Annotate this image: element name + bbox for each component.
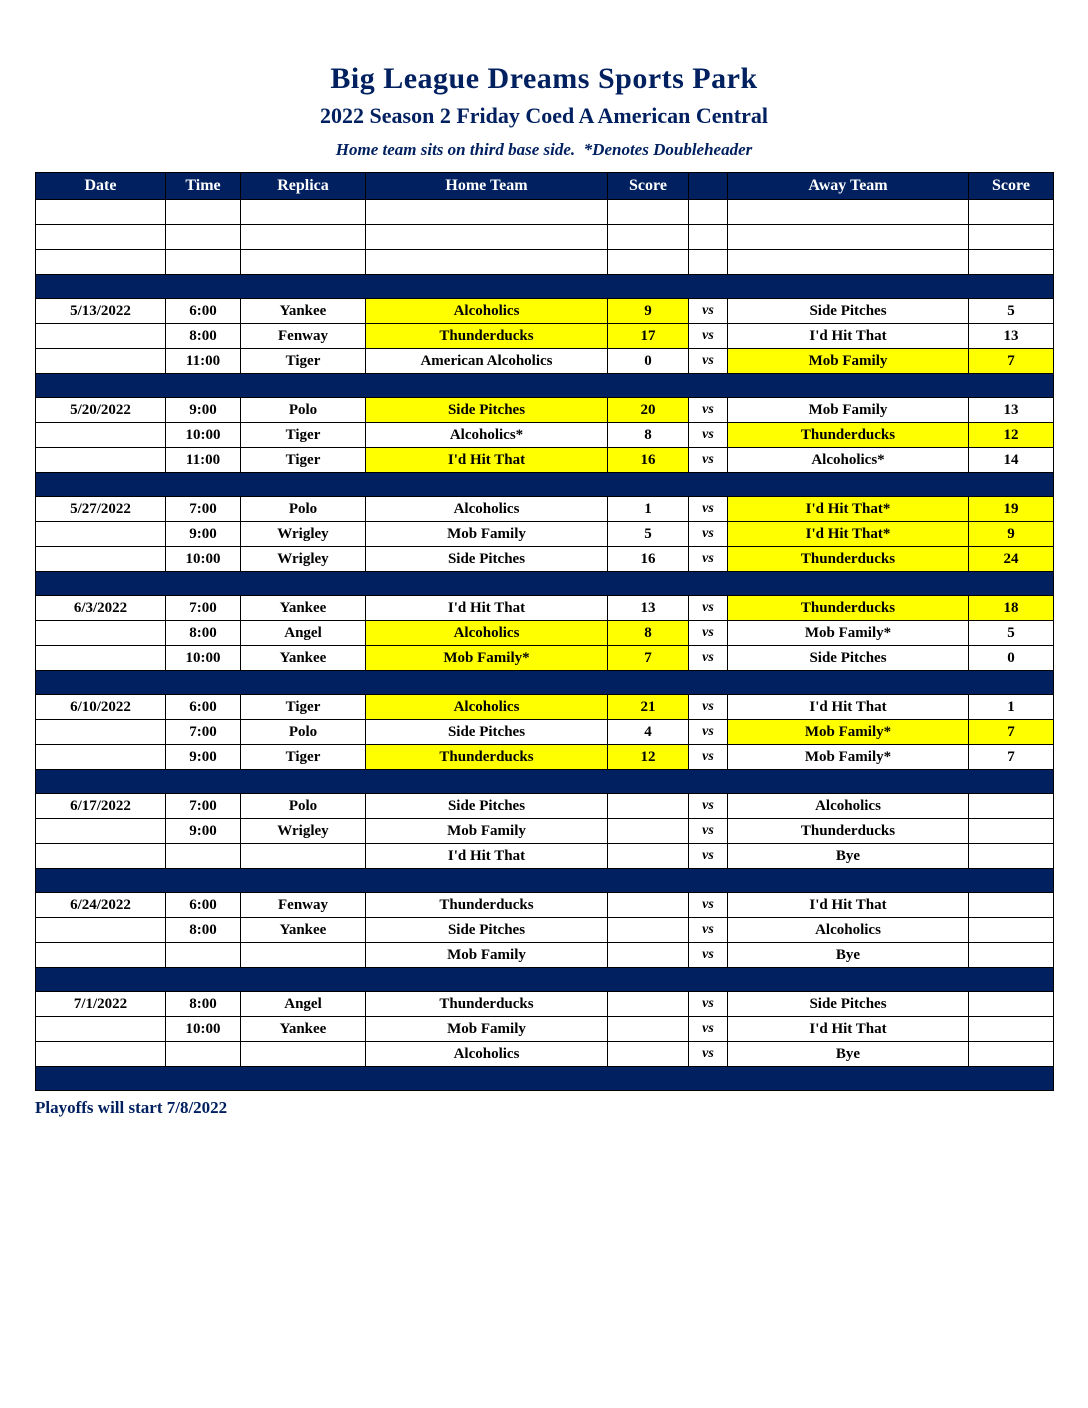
time-cell: 9:00: [166, 398, 241, 423]
away-score-cell: 7: [969, 349, 1054, 374]
time-cell: 9:00: [166, 522, 241, 547]
empty-row: [36, 200, 1054, 225]
column-header-away-score: Score: [969, 173, 1054, 200]
away-team-cell: Thunderducks: [728, 596, 969, 621]
date-cell: 5/27/2022: [36, 497, 166, 522]
away-score-cell: [969, 943, 1054, 968]
separator-row: [36, 572, 1054, 596]
home-team-cell: Thunderducks: [366, 992, 608, 1017]
home-score-cell: 9: [608, 299, 689, 324]
date-cell: [36, 943, 166, 968]
away-team-cell: I'd Hit That: [728, 324, 969, 349]
away-team-cell: Mob Family*: [728, 745, 969, 770]
home-team-cell: I'd Hit That: [366, 844, 608, 869]
vs-cell: vs: [689, 522, 728, 547]
date-cell: [36, 225, 166, 250]
time-cell: 9:00: [166, 819, 241, 844]
time-cell: 6:00: [166, 695, 241, 720]
separator-cell: [36, 1067, 1054, 1091]
date-cell: [36, 522, 166, 547]
home-team-cell: Alcoholics: [366, 497, 608, 522]
away-score-cell: 7: [969, 745, 1054, 770]
time-cell: [166, 200, 241, 225]
away-score-cell: 7: [969, 720, 1054, 745]
home-team-cell: I'd Hit That: [366, 596, 608, 621]
away-team-cell: Mob Family: [728, 349, 969, 374]
away-team-cell: Mob Family*: [728, 720, 969, 745]
away-score-cell: 12: [969, 423, 1054, 448]
date-cell: [36, 423, 166, 448]
time-cell: [166, 250, 241, 275]
home-score-cell: [608, 1042, 689, 1067]
time-cell: 7:00: [166, 720, 241, 745]
replica-cell: Tiger: [241, 695, 366, 720]
replica-cell: Wrigley: [241, 547, 366, 572]
home-team-cell: Side Pitches: [366, 918, 608, 943]
replica-cell: Angel: [241, 992, 366, 1017]
away-score-cell: 9: [969, 522, 1054, 547]
time-cell: 7:00: [166, 497, 241, 522]
vs-cell: vs: [689, 448, 728, 473]
home-score-cell: [608, 992, 689, 1017]
replica-cell: Polo: [241, 497, 366, 522]
home-team-cell: Side Pitches: [366, 794, 608, 819]
home-score-cell: 0: [608, 349, 689, 374]
vs-cell: vs: [689, 621, 728, 646]
home-score-cell: 8: [608, 423, 689, 448]
separator-row: [36, 275, 1054, 299]
home-score-cell: 16: [608, 448, 689, 473]
home-score-cell: 1: [608, 497, 689, 522]
away-team-cell: I'd Hit That: [728, 695, 969, 720]
away-team-cell: I'd Hit That*: [728, 497, 969, 522]
replica-cell: Fenway: [241, 893, 366, 918]
away-score-cell: 13: [969, 324, 1054, 349]
home-team-cell: Mob Family: [366, 522, 608, 547]
vs-cell: vs: [689, 794, 728, 819]
home-score-cell: 7: [608, 646, 689, 671]
separator-cell: [36, 968, 1054, 992]
separator-cell: [36, 374, 1054, 398]
replica-cell: [241, 250, 366, 275]
time-cell: [166, 943, 241, 968]
home-score-cell: 12: [608, 745, 689, 770]
game-row: [36, 794, 1054, 819]
game-row: [36, 522, 1054, 547]
time-cell: [166, 844, 241, 869]
away-team-cell: [728, 250, 969, 275]
game-row: [36, 819, 1054, 844]
date-cell: [36, 745, 166, 770]
home-team-cell: Side Pitches: [366, 720, 608, 745]
column-header-home-team: Home Team: [366, 173, 608, 200]
away-score-cell: 18: [969, 596, 1054, 621]
away-team-cell: Alcoholics: [728, 918, 969, 943]
vs-cell: vs: [689, 893, 728, 918]
vs-cell: [689, 250, 728, 275]
time-cell: 8:00: [166, 621, 241, 646]
away-score-cell: [969, 794, 1054, 819]
home-score-cell: 5: [608, 522, 689, 547]
separator-row: [36, 770, 1054, 794]
replica-cell: [241, 943, 366, 968]
home-team-cell: Alcoholics: [366, 621, 608, 646]
game-row: [36, 423, 1054, 448]
away-score-cell: 0: [969, 646, 1054, 671]
game-row: [36, 398, 1054, 423]
time-cell: 7:00: [166, 596, 241, 621]
vs-cell: vs: [689, 299, 728, 324]
table-header-row: [36, 173, 1054, 200]
away-team-cell: I'd Hit That: [728, 893, 969, 918]
away-team-cell: Mob Family*: [728, 621, 969, 646]
time-cell: 8:00: [166, 324, 241, 349]
separator-cell: [36, 869, 1054, 893]
home-score-cell: [608, 250, 689, 275]
time-cell: 6:00: [166, 893, 241, 918]
replica-cell: Wrigley: [241, 819, 366, 844]
time-cell: 7:00: [166, 794, 241, 819]
replica-cell: Yankee: [241, 596, 366, 621]
vs-cell: vs: [689, 398, 728, 423]
vs-cell: vs: [689, 720, 728, 745]
home-team-cell: Mob Family: [366, 819, 608, 844]
column-header-replica: Replica: [241, 173, 366, 200]
game-row: [36, 448, 1054, 473]
game-row: [36, 497, 1054, 522]
replica-cell: Angel: [241, 621, 366, 646]
time-cell: 10:00: [166, 1017, 241, 1042]
vs-cell: vs: [689, 497, 728, 522]
time-cell: 10:00: [166, 547, 241, 572]
home-score-cell: 8: [608, 621, 689, 646]
home-score-cell: [608, 893, 689, 918]
home-team-cell: Side Pitches: [366, 398, 608, 423]
away-team-cell: I'd Hit That: [728, 1017, 969, 1042]
away-score-cell: 5: [969, 299, 1054, 324]
home-team-cell: Alcoholics: [366, 1042, 608, 1067]
away-team-cell: [728, 225, 969, 250]
away-score-cell: 14: [969, 448, 1054, 473]
game-row: [36, 621, 1054, 646]
replica-cell: [241, 200, 366, 225]
home-score-cell: [608, 844, 689, 869]
date-cell: 7/1/2022: [36, 992, 166, 1017]
date-cell: [36, 448, 166, 473]
date-cell: [36, 200, 166, 225]
vs-cell: vs: [689, 745, 728, 770]
separator-row: [36, 968, 1054, 992]
time-cell: 8:00: [166, 992, 241, 1017]
separator-cell: [36, 770, 1054, 794]
schedule-table: [35, 172, 1054, 1091]
away-team-cell: Thunderducks: [728, 423, 969, 448]
vs-cell: vs: [689, 1042, 728, 1067]
home-team-cell: Mob Family: [366, 943, 608, 968]
replica-cell: [241, 844, 366, 869]
game-row: [36, 349, 1054, 374]
away-team-cell: Alcoholics*: [728, 448, 969, 473]
replica-cell: Yankee: [241, 918, 366, 943]
game-row: [36, 596, 1054, 621]
away-team-cell: Side Pitches: [728, 299, 969, 324]
game-row: [36, 893, 1054, 918]
page-subtitle: 2022 Season 2 Friday Coed A American Central: [320, 103, 768, 128]
home-score-cell: [608, 200, 689, 225]
home-team-cell: [366, 200, 608, 225]
away-score-cell: [969, 918, 1054, 943]
home-team-cell: Thunderducks: [366, 324, 608, 349]
game-row: [36, 1017, 1054, 1042]
date-cell: [36, 324, 166, 349]
home-team-cell: [366, 225, 608, 250]
vs-cell: vs: [689, 349, 728, 374]
home-score-cell: [608, 943, 689, 968]
away-score-cell: [969, 225, 1054, 250]
game-row: [36, 918, 1054, 943]
home-team-cell: American Alcoholics: [366, 349, 608, 374]
date-cell: [36, 646, 166, 671]
vs-cell: vs: [689, 819, 728, 844]
away-score-cell: [969, 200, 1054, 225]
away-team-cell: Alcoholics: [728, 794, 969, 819]
separator-cell: [36, 671, 1054, 695]
schedule-table-body: [36, 200, 1054, 1091]
date-cell: [36, 621, 166, 646]
replica-cell: Tiger: [241, 423, 366, 448]
away-score-cell: [969, 819, 1054, 844]
away-score-cell: [969, 992, 1054, 1017]
replica-cell: Fenway: [241, 324, 366, 349]
home-score-cell: 16: [608, 547, 689, 572]
date-cell: [36, 547, 166, 572]
game-row: [36, 992, 1054, 1017]
home-team-cell: Side Pitches: [366, 547, 608, 572]
replica-cell: Yankee: [241, 646, 366, 671]
vs-cell: vs: [689, 596, 728, 621]
home-team-cell: Mob Family: [366, 1017, 608, 1042]
separator-cell: [36, 275, 1054, 299]
game-row: [36, 1042, 1054, 1067]
vs-cell: vs: [689, 324, 728, 349]
replica-cell: Tiger: [241, 349, 366, 374]
vs-cell: vs: [689, 547, 728, 572]
playoffs-note: Playoffs will start 7/8/2022: [35, 1098, 228, 1117]
date-cell: [36, 844, 166, 869]
replica-cell: Yankee: [241, 299, 366, 324]
date-cell: [36, 1017, 166, 1042]
replica-cell: Polo: [241, 794, 366, 819]
separator-row: [36, 671, 1054, 695]
date-cell: 5/20/2022: [36, 398, 166, 423]
home-score-cell: 4: [608, 720, 689, 745]
separator-cell: [36, 572, 1054, 596]
home-team-cell: Thunderducks: [366, 745, 608, 770]
date-cell: 6/3/2022: [36, 596, 166, 621]
home-team-cell: Thunderducks: [366, 893, 608, 918]
home-score-cell: 20: [608, 398, 689, 423]
home-score-cell: [608, 1017, 689, 1042]
replica-cell: Tiger: [241, 745, 366, 770]
date-cell: 6/10/2022: [36, 695, 166, 720]
column-header-date: Date: [36, 173, 166, 200]
away-team-cell: [728, 200, 969, 225]
home-team-cell: I'd Hit That: [366, 448, 608, 473]
separator-row: [36, 869, 1054, 893]
time-cell: 10:00: [166, 646, 241, 671]
vs-cell: vs: [689, 1017, 728, 1042]
away-team-cell: Bye: [728, 943, 969, 968]
column-header-away-team: Away Team: [728, 173, 969, 200]
time-cell: 10:00: [166, 423, 241, 448]
date-cell: 6/17/2022: [36, 794, 166, 819]
vs-cell: [689, 200, 728, 225]
time-cell: 11:00: [166, 448, 241, 473]
date-cell: 6/24/2022: [36, 893, 166, 918]
away-score-cell: 13: [969, 398, 1054, 423]
game-row: [36, 324, 1054, 349]
replica-cell: Wrigley: [241, 522, 366, 547]
time-cell: [166, 1042, 241, 1067]
game-row: [36, 547, 1054, 572]
date-cell: [36, 250, 166, 275]
vs-cell: vs: [689, 423, 728, 448]
column-header-time: Time: [166, 173, 241, 200]
separator-row: [36, 1067, 1054, 1091]
replica-cell: [241, 225, 366, 250]
away-score-cell: [969, 250, 1054, 275]
away-team-cell: Mob Family: [728, 398, 969, 423]
vs-cell: vs: [689, 943, 728, 968]
vs-cell: vs: [689, 992, 728, 1017]
date-cell: [36, 1042, 166, 1067]
home-score-cell: [608, 819, 689, 844]
replica-cell: [241, 1042, 366, 1067]
away-team-cell: I'd Hit That*: [728, 522, 969, 547]
home-team-cell: Alcoholics: [366, 695, 608, 720]
replica-cell: Polo: [241, 720, 366, 745]
home-score-cell: [608, 794, 689, 819]
away-score-cell: 19: [969, 497, 1054, 522]
empty-row: [36, 250, 1054, 275]
time-cell: 9:00: [166, 745, 241, 770]
time-cell: 8:00: [166, 918, 241, 943]
away-team-cell: Side Pitches: [728, 646, 969, 671]
time-cell: [166, 225, 241, 250]
away-score-cell: 24: [969, 547, 1054, 572]
home-team-cell: Mob Family*: [366, 646, 608, 671]
away-score-cell: [969, 844, 1054, 869]
home-team-cell: Alcoholics*: [366, 423, 608, 448]
away-team-cell: Thunderducks: [728, 547, 969, 572]
replica-cell: Polo: [241, 398, 366, 423]
away-team-cell: Thunderducks: [728, 819, 969, 844]
separator-cell: [36, 473, 1054, 497]
away-score-cell: 1: [969, 695, 1054, 720]
empty-row: [36, 225, 1054, 250]
game-row: [36, 695, 1054, 720]
away-score-cell: 5: [969, 621, 1054, 646]
replica-cell: Tiger: [241, 448, 366, 473]
vs-cell: vs: [689, 918, 728, 943]
vs-cell: [689, 225, 728, 250]
game-row: [36, 646, 1054, 671]
home-score-cell: [608, 918, 689, 943]
away-score-cell: [969, 893, 1054, 918]
home-score-cell: 17: [608, 324, 689, 349]
page-title: Big League Dreams Sports Park: [330, 62, 758, 95]
date-cell: [36, 349, 166, 374]
game-row: [36, 720, 1054, 745]
column-header-vs: [689, 173, 728, 200]
away-team-cell: Side Pitches: [728, 992, 969, 1017]
away-score-cell: [969, 1017, 1054, 1042]
away-team-cell: Bye: [728, 844, 969, 869]
game-row: [36, 943, 1054, 968]
vs-cell: vs: [689, 695, 728, 720]
column-header-home-score: Score: [608, 173, 689, 200]
vs-cell: vs: [689, 844, 728, 869]
away-team-cell: Bye: [728, 1042, 969, 1067]
home-score-cell: [608, 225, 689, 250]
game-row: [36, 844, 1054, 869]
vs-cell: vs: [689, 646, 728, 671]
date-cell: [36, 819, 166, 844]
separator-row: [36, 473, 1054, 497]
date-cell: [36, 720, 166, 745]
time-cell: 6:00: [166, 299, 241, 324]
game-row: [36, 299, 1054, 324]
replica-cell: Yankee: [241, 1017, 366, 1042]
home-score-cell: 21: [608, 695, 689, 720]
time-cell: 11:00: [166, 349, 241, 374]
home-team-cell: Alcoholics: [366, 299, 608, 324]
schedule-note: Home team sits on third base side. *Denotes Doubleheader: [335, 140, 753, 159]
home-team-cell: [366, 250, 608, 275]
away-score-cell: [969, 1042, 1054, 1067]
date-cell: 5/13/2022: [36, 299, 166, 324]
home-score-cell: 13: [608, 596, 689, 621]
date-cell: [36, 918, 166, 943]
separator-row: [36, 374, 1054, 398]
game-row: [36, 745, 1054, 770]
